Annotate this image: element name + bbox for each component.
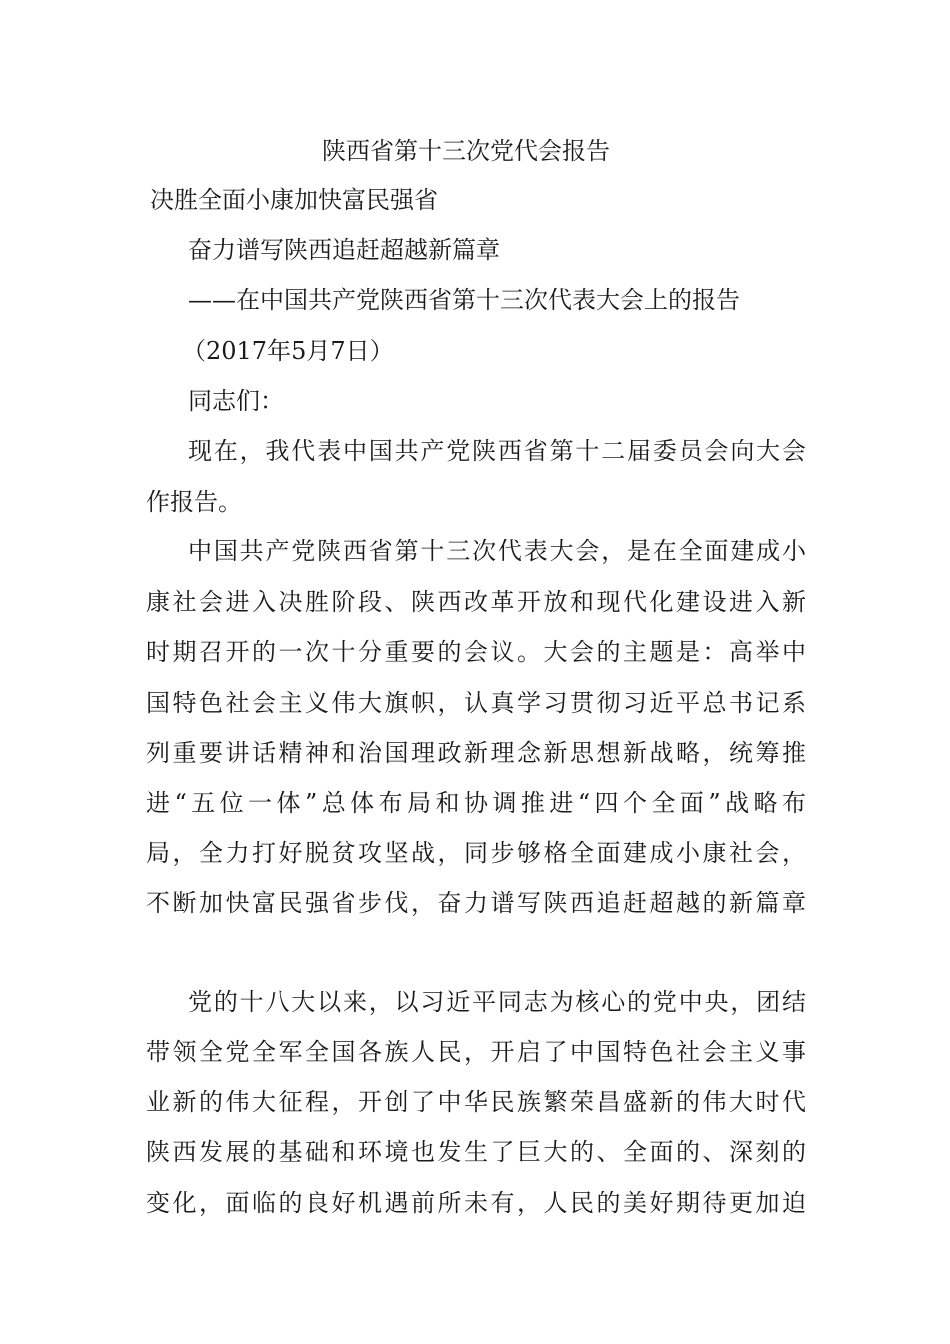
paragraph-line: 进“五位一体”总体布局和协调推进“四个全面”战略布: [146, 789, 806, 817]
paragraph-line: 现在，我代表中国共产党陕西省第十二届委员会向大会: [188, 437, 806, 465]
paragraph-line: 国特色社会主义伟大旗帜，认真学习贯彻习近平总书记系: [146, 689, 806, 717]
paragraph-line: 带领全党全军全国各族人民，开启了中国特色社会主义事: [146, 1038, 806, 1066]
paragraph-line: 时期召开的一次十分重要的会议。大会的主题是：高举中: [146, 638, 806, 666]
salutation: 同志们：: [188, 387, 284, 415]
paragraph-line: 作报告。: [146, 488, 242, 516]
headline-1: 决胜全面小康加快富民强省: [150, 186, 438, 214]
paragraph-line: 党的十八大以来，以习近平同志为核心的党中央，团结: [188, 988, 806, 1016]
document-title: 陕西省第十三次党代会报告: [322, 137, 610, 165]
paragraph-line: 局，全力打好脱贫攻坚战，同步够格全面建成小康社会，: [146, 839, 806, 867]
paragraph-line: 康社会进入决胜阶段、陕西改革开放和现代化建设进入新: [146, 588, 806, 616]
paragraph-line: 业新的伟大征程，开创了中华民族繁荣昌盛新的伟大时代: [146, 1088, 806, 1116]
paragraph-line: 不断加快富民强省步伐，奋力谱写陕西追赶超越的新篇章: [146, 889, 806, 917]
paragraph-line: 列重要讲话精神和治国理政新理念新思想新战略，统筹推: [146, 739, 806, 767]
paragraph-line: 陕西发展的基础和环境也发生了巨大的、全面的、深刻的: [146, 1138, 806, 1166]
subtitle: ——在中国共产党陕西省第十三次代表大会上的报告: [188, 286, 740, 314]
report-date: （2017年5月7日）: [182, 337, 394, 365]
paragraph-line: 中国共产党陕西省第十三次代表大会，是在全面建成小: [188, 537, 806, 565]
paragraph-line: 变化，面临的良好机遇前所未有，人民的美好期待更加迫: [146, 1189, 806, 1217]
headline-2: 奋力谱写陕西追赶超越新篇章: [188, 236, 500, 264]
